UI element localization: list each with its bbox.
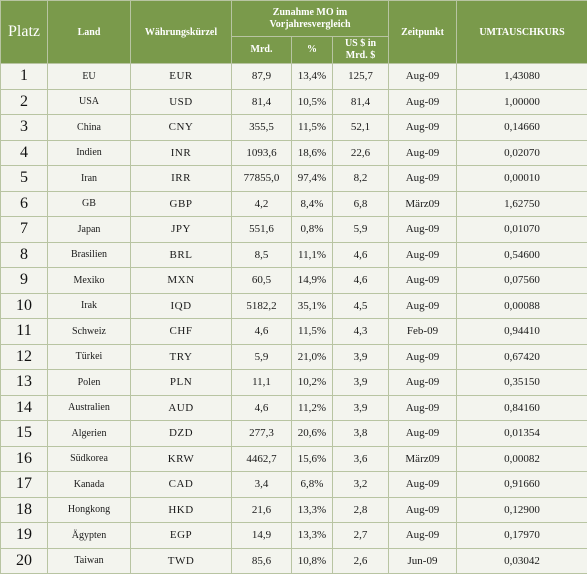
cell-percent: 11,1%: [292, 242, 333, 268]
table-row: [1, 344, 587, 370]
cell-waehrung: IQD: [131, 293, 232, 319]
cell-percent: 15,6%: [292, 446, 333, 472]
cell-mrd: 1093,6: [232, 140, 292, 166]
cell-land: Brasilien: [48, 242, 131, 268]
cell-platz: 5: [1, 166, 48, 192]
table-row: [1, 268, 587, 294]
cell-platz: 17: [1, 472, 48, 498]
cell-zeitpunkt: Aug-09: [389, 523, 457, 549]
cell-usd: 8,2: [333, 166, 389, 192]
cell-usd: 3,9: [333, 344, 389, 370]
cell-umtauschkurs: 0,00088: [457, 293, 587, 319]
cell-usd: 4,5: [333, 293, 389, 319]
table-row: [1, 395, 587, 421]
header-percent: %: [292, 37, 333, 64]
cell-usd: 22,6: [333, 140, 389, 166]
cell-zeitpunkt: März09: [389, 191, 457, 217]
cell-umtauschkurs: 1,00000: [457, 89, 587, 115]
cell-land: Australien: [48, 395, 131, 421]
cell-mrd: 4,2: [232, 191, 292, 217]
table-row: [1, 370, 587, 396]
cell-land: Japan: [48, 217, 131, 243]
header-row-1: [1, 1, 587, 37]
table-row: [1, 115, 587, 141]
header-umtauschkurs: UMTAUSCHKURS: [457, 1, 587, 64]
cell-umtauschkurs: 1,43080: [457, 64, 587, 90]
cell-platz: 7: [1, 217, 48, 243]
cell-zeitpunkt: Aug-09: [389, 293, 457, 319]
cell-mrd: 355,5: [232, 115, 292, 141]
cell-zeitpunkt: Aug-09: [389, 421, 457, 447]
cell-waehrung: GBP: [131, 191, 232, 217]
cell-umtauschkurs: 0,02070: [457, 140, 587, 166]
cell-platz: 14: [1, 395, 48, 421]
cell-mrd: 277,3: [232, 421, 292, 447]
cell-percent: 10,2%: [292, 370, 333, 396]
cell-platz: 20: [1, 548, 48, 574]
cell-waehrung: EGP: [131, 523, 232, 549]
cell-zeitpunkt: Aug-09: [389, 472, 457, 498]
cell-percent: 13,4%: [292, 64, 333, 90]
cell-waehrung: INR: [131, 140, 232, 166]
cell-usd: 2,8: [333, 497, 389, 523]
cell-zeitpunkt: Feb-09: [389, 319, 457, 345]
table-row: [1, 319, 587, 345]
cell-platz: 6: [1, 191, 48, 217]
table-row: [1, 293, 587, 319]
cell-land: Indien: [48, 140, 131, 166]
cell-platz: 11: [1, 319, 48, 345]
cell-percent: 21,0%: [292, 344, 333, 370]
cell-zeitpunkt: Aug-09: [389, 115, 457, 141]
cell-platz: 2: [1, 89, 48, 115]
table-row: [1, 217, 587, 243]
cell-mrd: 4462,7: [232, 446, 292, 472]
cell-mrd: 3,4: [232, 472, 292, 498]
cell-mrd: 5182,2: [232, 293, 292, 319]
cell-land: Hongkong: [48, 497, 131, 523]
cell-waehrung: EUR: [131, 64, 232, 90]
cell-umtauschkurs: 0,35150: [457, 370, 587, 396]
cell-umtauschkurs: 0,00082: [457, 446, 587, 472]
table-row: [1, 523, 587, 549]
cell-percent: 20,6%: [292, 421, 333, 447]
cell-percent: 97,4%: [292, 166, 333, 192]
cell-mrd: 81,4: [232, 89, 292, 115]
header-platz: Platz: [1, 1, 48, 64]
cell-umtauschkurs: 0,91660: [457, 472, 587, 498]
cell-umtauschkurs: 1,62750: [457, 191, 587, 217]
header-usd: US $ in Mrd. $: [333, 37, 389, 64]
cell-percent: 14,9%: [292, 268, 333, 294]
cell-platz: 10: [1, 293, 48, 319]
cell-mrd: 11,1: [232, 370, 292, 396]
cell-percent: 13,3%: [292, 497, 333, 523]
cell-umtauschkurs: 0,07560: [457, 268, 587, 294]
cell-waehrung: PLN: [131, 370, 232, 396]
cell-umtauschkurs: 0,01070: [457, 217, 587, 243]
cell-land: Türkei: [48, 344, 131, 370]
cell-zeitpunkt: Jun-09: [389, 548, 457, 574]
cell-platz: 15: [1, 421, 48, 447]
cell-umtauschkurs: 0,01354: [457, 421, 587, 447]
cell-zeitpunkt: Aug-09: [389, 140, 457, 166]
cell-waehrung: KRW: [131, 446, 232, 472]
cell-usd: 3,9: [333, 395, 389, 421]
cell-usd: 52,1: [333, 115, 389, 141]
cell-waehrung: DZD: [131, 421, 232, 447]
header-land: Land: [48, 1, 131, 64]
cell-land: Polen: [48, 370, 131, 396]
cell-land: USA: [48, 89, 131, 115]
cell-land: Irak: [48, 293, 131, 319]
cell-usd: 3,2: [333, 472, 389, 498]
cell-usd: 6,8: [333, 191, 389, 217]
cell-land: Südkorea: [48, 446, 131, 472]
header-zunahme-group: Zunahme MO im Vorjahresvergleich: [232, 1, 389, 37]
cell-umtauschkurs: 0,67420: [457, 344, 587, 370]
table-body: [1, 64, 587, 574]
cell-land: Iran: [48, 166, 131, 192]
cell-umtauschkurs: 0,17970: [457, 523, 587, 549]
cell-zeitpunkt: Aug-09: [389, 344, 457, 370]
cell-land: Taiwan: [48, 548, 131, 574]
cell-usd: 2,7: [333, 523, 389, 549]
cell-umtauschkurs: 0,03042: [457, 548, 587, 574]
cell-waehrung: JPY: [131, 217, 232, 243]
cell-zeitpunkt: Aug-09: [389, 497, 457, 523]
cell-umtauschkurs: 0,94410: [457, 319, 587, 345]
cell-percent: 6,8%: [292, 472, 333, 498]
cell-percent: 10,8%: [292, 548, 333, 574]
cell-mrd: 85,6: [232, 548, 292, 574]
cell-zeitpunkt: Aug-09: [389, 395, 457, 421]
cell-waehrung: TRY: [131, 344, 232, 370]
cell-platz: 4: [1, 140, 48, 166]
table-row: [1, 166, 587, 192]
cell-platz: 16: [1, 446, 48, 472]
cell-mrd: 21,6: [232, 497, 292, 523]
cell-usd: 3,8: [333, 421, 389, 447]
cell-waehrung: USD: [131, 89, 232, 115]
cell-waehrung: HKD: [131, 497, 232, 523]
cell-land: GB: [48, 191, 131, 217]
cell-umtauschkurs: 0,12900: [457, 497, 587, 523]
cell-umtauschkurs: 0,54600: [457, 242, 587, 268]
cell-mrd: 60,5: [232, 268, 292, 294]
cell-percent: 11,5%: [292, 115, 333, 141]
cell-percent: 10,5%: [292, 89, 333, 115]
cell-platz: 13: [1, 370, 48, 396]
cell-usd: 81,4: [333, 89, 389, 115]
cell-platz: 12: [1, 344, 48, 370]
cell-land: Ägypten: [48, 523, 131, 549]
cell-land: Algerien: [48, 421, 131, 447]
cell-platz: 3: [1, 115, 48, 141]
cell-zeitpunkt: Aug-09: [389, 217, 457, 243]
cell-percent: 11,5%: [292, 319, 333, 345]
cell-platz: 19: [1, 523, 48, 549]
cell-percent: 8,4%: [292, 191, 333, 217]
cell-percent: 13,3%: [292, 523, 333, 549]
cell-platz: 1: [1, 64, 48, 90]
cell-zeitpunkt: Aug-09: [389, 268, 457, 294]
cell-usd: 4,6: [333, 242, 389, 268]
cell-zeitpunkt: Aug-09: [389, 370, 457, 396]
table-row: [1, 191, 587, 217]
cell-platz: 18: [1, 497, 48, 523]
table-row: [1, 446, 587, 472]
cell-zeitpunkt: März09: [389, 446, 457, 472]
header-waehrungskuerzel: Währungskürzel: [131, 1, 232, 64]
table-row: [1, 421, 587, 447]
cell-percent: 18,6%: [292, 140, 333, 166]
cell-waehrung: MXN: [131, 268, 232, 294]
cell-mrd: 551,6: [232, 217, 292, 243]
cell-percent: 35,1%: [292, 293, 333, 319]
cell-percent: 0,8%: [292, 217, 333, 243]
cell-waehrung: AUD: [131, 395, 232, 421]
cell-mrd: 5,9: [232, 344, 292, 370]
cell-waehrung: BRL: [131, 242, 232, 268]
cell-usd: 2,6: [333, 548, 389, 574]
cell-zeitpunkt: Aug-09: [389, 64, 457, 90]
cell-usd: 125,7: [333, 64, 389, 90]
table-header: [1, 1, 587, 64]
cell-mrd: 77855,0: [232, 166, 292, 192]
cell-usd: 3,6: [333, 446, 389, 472]
cell-waehrung: TWD: [131, 548, 232, 574]
table-row: [1, 140, 587, 166]
cell-zeitpunkt: Aug-09: [389, 166, 457, 192]
cell-land: EU: [48, 64, 131, 90]
table-row: [1, 548, 587, 574]
cell-waehrung: IRR: [131, 166, 232, 192]
cell-platz: 8: [1, 242, 48, 268]
cell-land: Schweiz: [48, 319, 131, 345]
cell-mrd: 14,9: [232, 523, 292, 549]
cell-usd: 3,9: [333, 370, 389, 396]
cell-mrd: 8,5: [232, 242, 292, 268]
cell-usd: 5,9: [333, 217, 389, 243]
header-mrd: Mrd.: [232, 37, 292, 64]
cell-land: Mexiko: [48, 268, 131, 294]
cell-waehrung: CNY: [131, 115, 232, 141]
cell-umtauschkurs: 0,00010: [457, 166, 587, 192]
cell-umtauschkurs: 0,14660: [457, 115, 587, 141]
cell-waehrung: CAD: [131, 472, 232, 498]
cell-waehrung: CHF: [131, 319, 232, 345]
table-row: [1, 472, 587, 498]
table-row: [1, 242, 587, 268]
cell-platz: 9: [1, 268, 48, 294]
cell-umtauschkurs: 0,84160: [457, 395, 587, 421]
table-row: [1, 497, 587, 523]
cell-land: China: [48, 115, 131, 141]
cell-usd: 4,3: [333, 319, 389, 345]
cell-zeitpunkt: Aug-09: [389, 242, 457, 268]
header-zeitpunkt: Zeitpunkt: [389, 1, 457, 64]
cell-mrd: 87,9: [232, 64, 292, 90]
table-row: [1, 89, 587, 115]
cell-land: Kanada: [48, 472, 131, 498]
cell-mrd: 4,6: [232, 319, 292, 345]
table-row: [1, 64, 587, 90]
cell-zeitpunkt: Aug-09: [389, 89, 457, 115]
cell-usd: 4,6: [333, 268, 389, 294]
cell-percent: 11,2%: [292, 395, 333, 421]
cell-mrd: 4,6: [232, 395, 292, 421]
